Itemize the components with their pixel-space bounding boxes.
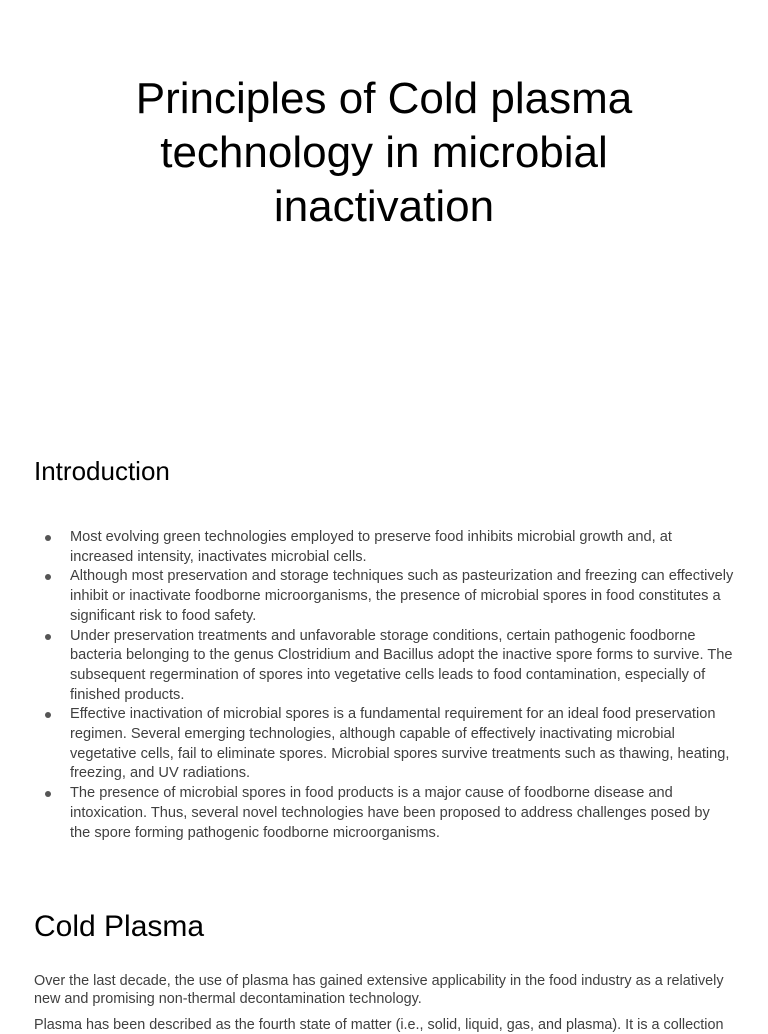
list-item	[34, 705, 734, 784]
cold-plasma-paragraph-2: Plasma has been described as the fourth state of matter (i.e., solid, liquid, gas, and plasma). It is a collection	[34, 1017, 724, 1033]
list-item	[34, 784, 734, 843]
bullet-icon	[45, 574, 51, 580]
list-item	[34, 567, 734, 626]
section-heading-cold-plasma: Cold Plasma	[34, 910, 205, 943]
section-heading-introduction: Introduction	[34, 456, 170, 486]
cold-plasma-paragraph-1: Over the last decade, the use of plasma has gained extensive applicability in the food industry as a relatively new and promising non-thermal decontamination technology.	[34, 973, 724, 1007]
bullet-text: Although most preservation and storage techniques such as pasteurization and freezing can effectively inhibit or inactivate foodborne microorganisms, the presence of microbial spores in food constitutes a significant risk to food safety.	[70, 568, 734, 624]
introduction-bullet-list	[34, 528, 734, 843]
list-item	[34, 627, 734, 706]
list-item	[34, 528, 734, 567]
bullet-icon	[45, 791, 51, 797]
bullet-text: The presence of microbial spores in food products is a major cause of foodborne disease and intoxication. Thus, several novel technologies have been proposed to address challenges posed by the spore forming pathogenic foodborne microorganisms.	[70, 785, 710, 841]
bullet-text: Effective inactivation of microbial spores is a fundamental requirement for an ideal food preservation regimen. Several emerging technologies, although capable of effectively inactivating microbial vegetative cells, fail to eliminate spores. Microbial spores survive treatments such as thawing, heating, freezing, and UV radiations.	[70, 706, 730, 782]
bullet-icon	[45, 712, 51, 718]
bullet-icon	[45, 535, 51, 541]
bullet-text: Most evolving green technologies employed to preserve food inhibits microbial growth and, at increased intensity, inactivates microbial cells.	[70, 529, 672, 565]
bullet-icon	[45, 634, 51, 640]
bullet-text: Under preservation treatments and unfavorable storage conditions, certain pathogenic foodborne bacteria belonging to the genus Clostridium and Bacillus adopt the inactive spore forms to survive. The subsequent regermination of spores into vegetative cells leads to food contamination, especially of finished products.	[70, 627, 733, 703]
document-title: Principles of Cold plasma technology in microbial inactivation	[135, 74, 633, 231]
